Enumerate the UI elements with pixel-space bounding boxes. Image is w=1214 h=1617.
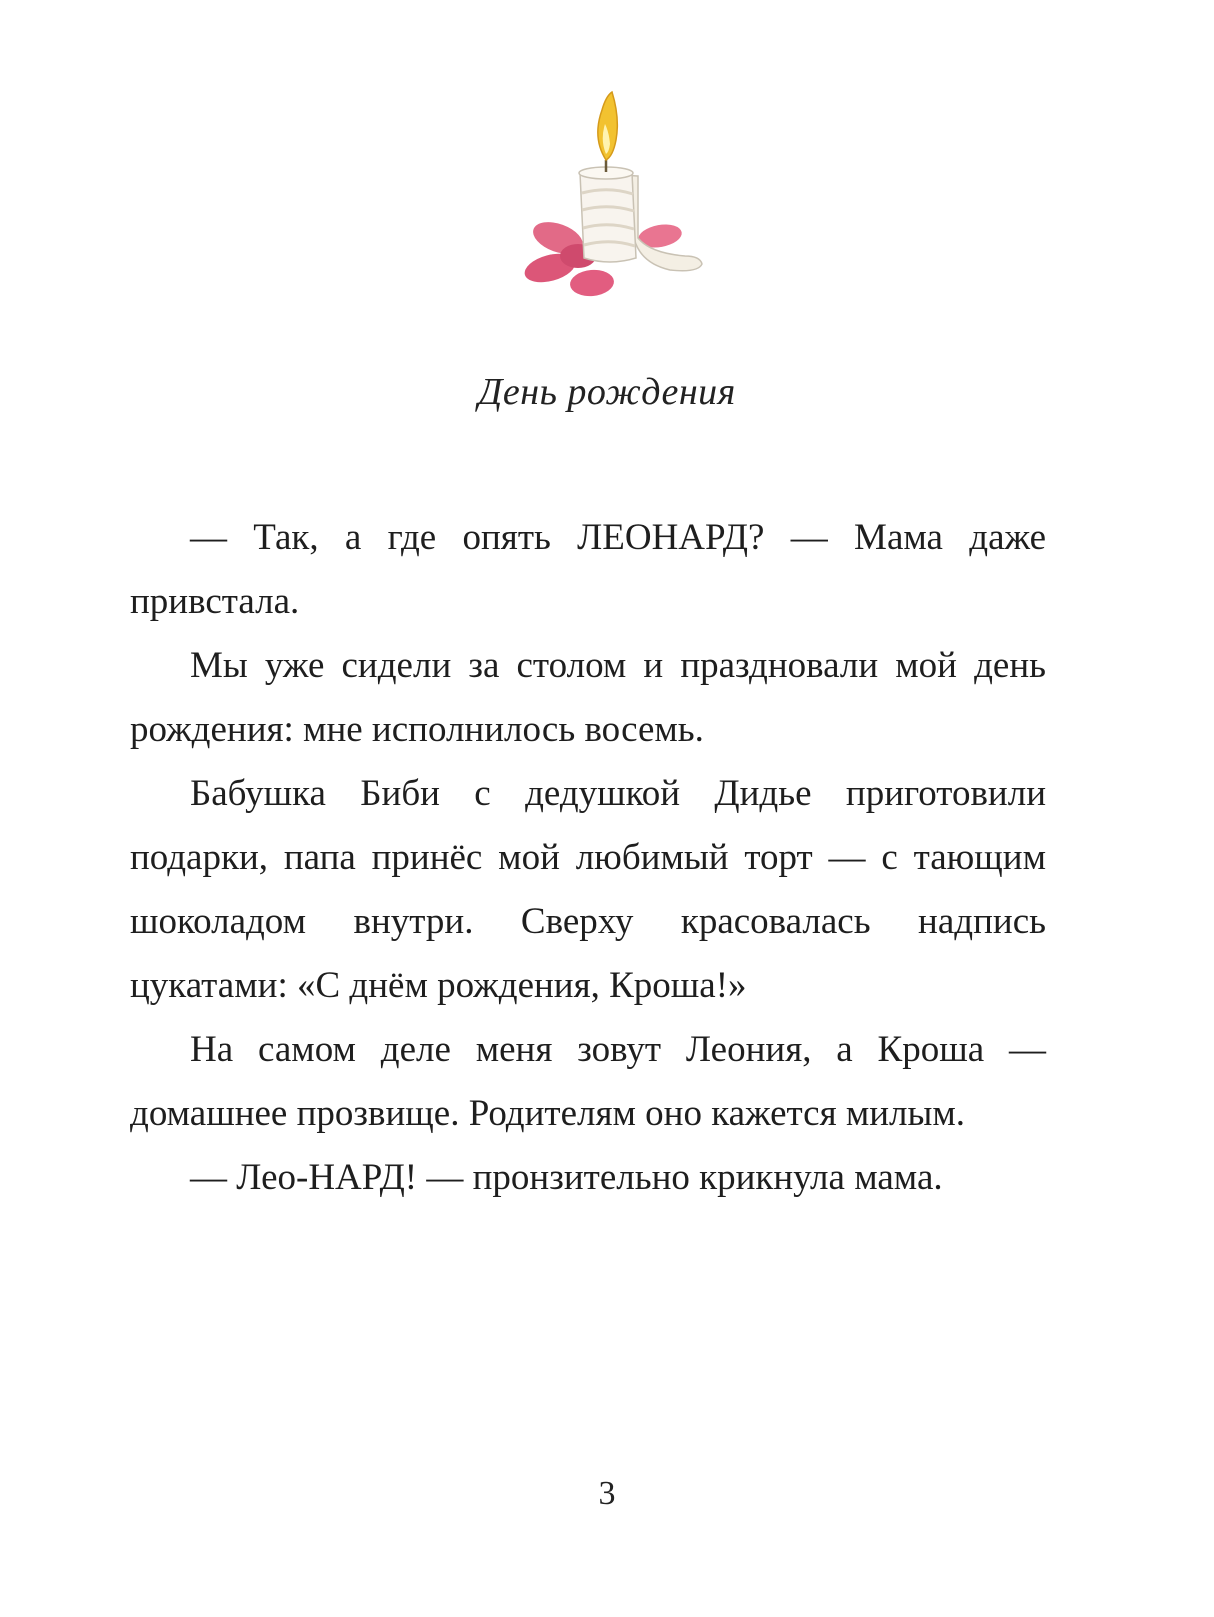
- chapter-title: День рождения: [478, 371, 736, 413]
- paragraph: Мы уже сидели за столом и праздновали мой день рождения: мне исполнилось восемь.: [130, 645, 1046, 750]
- paragraph: На самом деле меня зовут Леония, а Кроша — домашнее прозвище. Родителям оно кажется милым.: [130, 1029, 1046, 1134]
- candle-icon: [520, 88, 720, 308]
- chapter-body: [130, 506, 1046, 1210]
- paragraph: — Лео-НАРД! — пронзительно крикнула мама.: [190, 1157, 943, 1198]
- page-number: 3: [598, 1475, 616, 1512]
- candle-wax: [579, 167, 702, 271]
- paragraph: — Так, а где опять ЛЕОНАРД? — Мама даже привстала.: [130, 517, 1046, 622]
- paragraph: Бабушка Биби с дедушкой Дидье приготовили подарки, папа принёс мой любимый торт — с тающим шоколадом внутри. Сверху красовалась надпись цукатами: «С днём рождения, Кроша!»: [130, 773, 1046, 1006]
